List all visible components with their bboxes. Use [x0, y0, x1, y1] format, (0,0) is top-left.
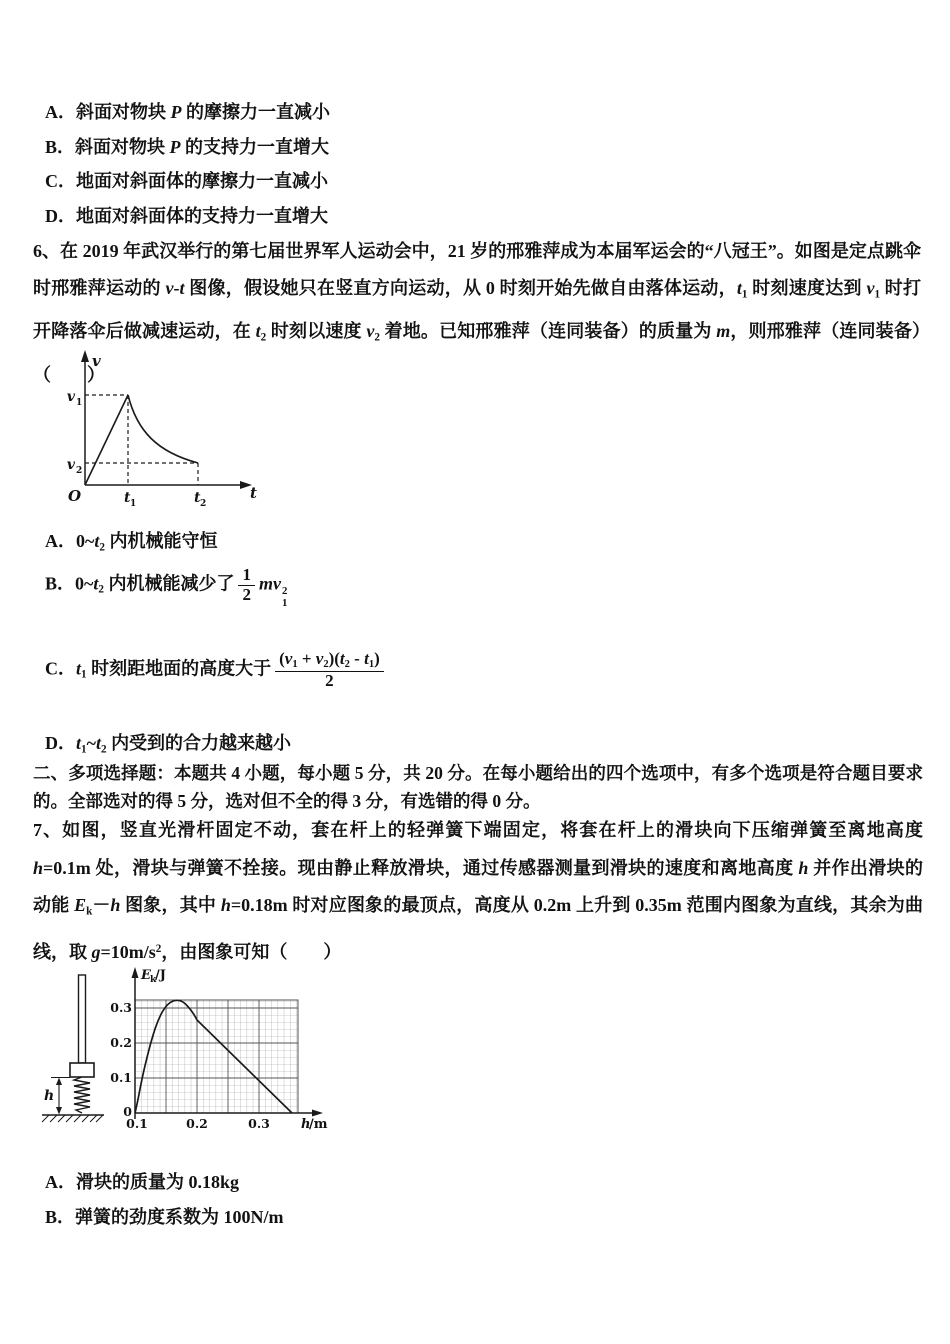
vt-y-arrow	[81, 350, 89, 362]
vt-v1-label: v	[66, 389, 75, 405]
ek-ylabel-unit: /J	[155, 968, 166, 983]
vt-graph	[45, 348, 260, 513]
rod	[79, 975, 86, 1063]
q6-option-c: C．$t_1$ 时刻距地面的高度大于 $\frac{(v_1 + v_2)(t_2 - t_1)}{2}$	[45, 650, 388, 690]
q7-option-b: B．弹簧的劲度系数为 100N/m	[45, 1207, 284, 1227]
ek-xtick-01: 0.1	[126, 1116, 148, 1131]
ek-xlabel-unit: /m	[309, 1117, 328, 1132]
h-label: h	[44, 1088, 55, 1104]
section-2-header: 二、多项选择题：本题共 4 小题，每小题 5 分，共 20 分。在每小题给出的四个选项中，有多个选项是符合题目要求的。全部选对的得 5 分，选对但不全的得 3 分，有选错的得 0 分。	[33, 763, 923, 811]
ek-x-arrow	[312, 1110, 323, 1117]
vt-v1-sub: 1	[76, 398, 83, 408]
ek-h-graph	[110, 964, 350, 1149]
q6-option-d: D．$t_1\sim t_2$ 内受到的合力越来越小	[45, 733, 292, 756]
ek-y-arrow	[132, 967, 139, 978]
ek-ytick-01: 0.1	[110, 1070, 132, 1085]
ek-xlabel-base: h	[301, 1117, 311, 1132]
vt-v2-sub: 2	[76, 466, 83, 476]
ek-ylabel-sub: k	[150, 975, 157, 985]
ek-xtick-02: 0.2	[186, 1116, 208, 1131]
q7-option-a: A．滑块的质量为 0.18kg	[45, 1172, 240, 1192]
h-arrow-bottom	[56, 1107, 62, 1115]
apparatus-figure	[40, 964, 115, 1139]
q5-option-c: C．地面对斜面体的摩擦力一直减小	[45, 171, 328, 191]
ek-ytick-02: 0.2	[110, 1035, 132, 1050]
vt-v-axis-label: v	[92, 352, 101, 370]
slider-block	[70, 1063, 94, 1077]
q5-option-d: D．地面对斜面体的支持力一直增大	[45, 206, 328, 226]
vt-freefall-line	[85, 395, 128, 485]
ek-ytick-0: 0	[123, 1104, 132, 1119]
vt-t2-label: t	[194, 490, 201, 506]
ek-ytick-03: 0.3	[110, 1000, 132, 1015]
q6-stem: 6、在 2019 年武汉举行的第七届世界军人运动会中，21 岁的邢雅萍成为本届军运会的“八冠王”。如图是定点跳伞时邢雅萍运动的 v-t 图像，假设她只在竖直方向运动，从 0 时刻开始先做自由落体运动，$t_1$ 时刻速度达到 $v_1$ 时打开降落伞后做减速运动，在 $t_2$ 时刻以速度 $v_2$ 着地。已知邢雅萍（连同装备）的质量为 m，则邢雅萍（连同装备）（ ）	[33, 241, 922, 385]
vt-t2-sub: 2	[200, 499, 207, 509]
ek-xtick-03: 0.3	[248, 1116, 270, 1131]
q7-stem: 7、如图，竖直光滑杆固定不动，套在杆上的轻弹簧下端固定，将套在杆上的滑块向下压缩弹簧至离地高度 h=0.1m 处，滑块与弹簧不拴接。现由静止释放滑块，通过传感器测量到滑块的速度和离地高度 h 并作出滑块的动能 $E_k-h$ 图象，其中 h=0.18m 时对应图象的最顶点，高度从 0.2m 上升到 0.35m 范围内图象为直线，其余为曲线，取 $g=10m/s^2$，由图象可知（ ）	[33, 820, 924, 962]
h-arrow-top	[56, 1078, 62, 1086]
ground-hatching	[42, 1115, 103, 1122]
vt-v2-label: v	[66, 457, 75, 473]
q5-option-b: B．斜面对物块 P 的支持力一直增大	[45, 137, 330, 157]
vt-t-axis-label: t	[250, 484, 257, 502]
q6-option-b: B．$0\sim t_2$ 内机械能减少了 $\frac{1}{2}$ mv 2 1	[45, 565, 288, 609]
vt-t1-label: t	[124, 490, 131, 506]
vt-t1-sub: 1	[130, 499, 137, 509]
vt-origin-label: O	[68, 487, 82, 505]
q5-option-a: A．斜面对物块 P 的摩擦力一直减小	[45, 102, 330, 122]
spring	[74, 1077, 90, 1113]
q6-option-a: A．$0\sim t_2$ 内机械能守恒	[45, 531, 218, 554]
ek-ylabel-base: E	[141, 968, 151, 983]
vt-decel-curve	[128, 395, 198, 463]
